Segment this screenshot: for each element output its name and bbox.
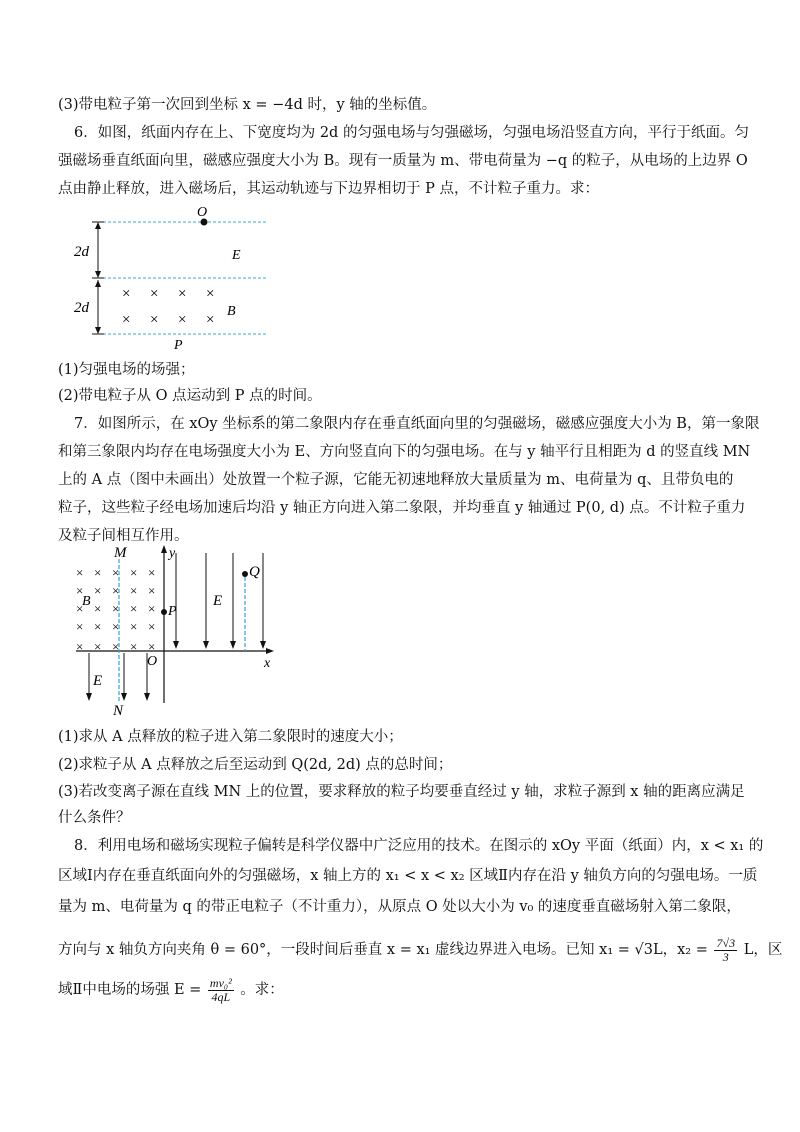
q7-label-x: x xyxy=(264,656,271,671)
q7-field-arrow-q3 xyxy=(121,693,127,701)
q6-field-crosses xyxy=(122,286,214,328)
q8-text-line4-end: L，区 xyxy=(743,942,783,958)
q7-text-line2: 和第三象限内均存在电场强度大小为 E、方向竖直向下的匀强电场。在与 y 轴平行且相距为 d 的竖直线 MN xyxy=(58,444,751,460)
q7-part2: (2)求粒子从 A 点释放之后至运动到 Q(2d, 2d) 点的总时间； xyxy=(58,757,453,773)
q7-part1: (1)求从 A 点释放的粒子进入第二象限时的速度大小； xyxy=(58,729,403,745)
q7-field-arrow-q3 xyxy=(86,693,92,701)
q6-width-label-1: 2d xyxy=(74,244,89,260)
q7-label-q: Q xyxy=(249,564,260,580)
q7-field-cross: × xyxy=(148,619,156,634)
q6-label-b: B xyxy=(227,304,236,319)
q8-text-line3: 量为 m、电荷量为 q 的带正电粒子（不计重力），从原点 O 处以大小为 v₀ 的速度垂直磁场射入第二象限， xyxy=(58,899,741,915)
q7-label-m: M xyxy=(114,545,127,561)
q7-field-cross: × xyxy=(94,583,102,598)
q7-label-e-q1: E xyxy=(213,593,223,609)
q7-field-cross: × xyxy=(94,565,102,580)
q7-field-arrow-q1 xyxy=(173,641,179,649)
q6-text-line1: 6．如图，纸面内存在上、下宽度均为 2d 的匀强电场与匀强磁场，匀强电场沿竖直方向，平行于纸面。匀 xyxy=(74,125,749,141)
q8-fraction-x2-denominator: 3 xyxy=(722,949,729,964)
q7-field-cross: × xyxy=(112,639,120,654)
q8-fraction-e-denominator: 4qL xyxy=(211,989,231,1004)
q7-label-e-q3: E xyxy=(93,673,103,689)
q6-field-cross: × xyxy=(178,286,187,302)
q7-field-cross: × xyxy=(148,583,156,598)
q7-x-axis-arrow xyxy=(266,648,274,654)
q6-label-e: E xyxy=(232,248,241,263)
q7-field-cross: × xyxy=(76,619,84,634)
q6-text-line2: 强磁场垂直纸面向里，磁感应强度大小为 B。现有一质量为 m、带电荷量为 −q 的粒子，从电场的上边界 O xyxy=(58,153,748,169)
q7-field-cross: × xyxy=(148,565,156,580)
q7-field-cross: × xyxy=(130,565,138,580)
q8-fraction-x2 xyxy=(714,937,737,964)
q8-fraction-e-numerator: mv₀² xyxy=(209,975,232,990)
q7-field-arrow-q3 xyxy=(144,693,150,701)
q7-field-cross: × xyxy=(94,639,102,654)
q8-text-line1: 8．利用电场和磁场实现粒子偏转是科学仪器中广泛应用的技术。在图示的 xOy 平面（纸面）内，x < x₁ 的 xyxy=(74,838,764,854)
q7-text-line3: 上的 A 点（图中未画出）处放置一个粒子源，它能无初速地释放大量质量为 m、电荷量为 q、且带负电的 xyxy=(58,472,734,488)
q7-field-cross: × xyxy=(130,639,138,654)
q7-field-cross: × xyxy=(76,583,84,598)
q6-field-cross: × xyxy=(206,286,215,302)
q7-figure xyxy=(70,543,285,721)
q6-label-o: O xyxy=(197,205,208,220)
q8-text-line5 xyxy=(58,975,758,1005)
q6-label-p: P xyxy=(174,338,183,353)
q7-field-cross: × xyxy=(130,619,138,634)
q6-field-cross: × xyxy=(178,312,187,328)
q6-field-cross: × xyxy=(122,312,131,328)
q5-part3: (3)带电粒子第一次回到坐标 x = −4d 时，y 轴的坐标值。 xyxy=(58,97,437,113)
q7-field-cross: × xyxy=(112,583,120,598)
q7-field-crosses xyxy=(76,565,155,654)
q7-field-cross: × xyxy=(94,601,102,616)
q8-fraction-e xyxy=(208,977,234,1004)
q7-label-n: N xyxy=(113,703,124,719)
q7-point-p xyxy=(161,609,167,615)
q7-part3-line2: 什么条件？ xyxy=(58,810,131,826)
q7-field-cross: × xyxy=(130,583,138,598)
q7-label-b: B xyxy=(82,594,91,609)
q6-text-line3: 点由静止释放，进入磁场后，其运动轨迹与下边界相切于 P 点，不计粒子重力。求： xyxy=(58,181,599,197)
q6-arrowhead xyxy=(95,271,101,278)
q7-field-cross: × xyxy=(112,565,120,580)
q7-point-q xyxy=(242,571,248,577)
q7-field-arrow-q1 xyxy=(230,641,236,649)
q7-text-line1: 7．如图所示，在 xOy 坐标系的第二象限内存在垂直纸面向里的匀强磁场，磁感应强度大小为 B，第一象限 xyxy=(74,416,760,432)
q7-field-cross: × xyxy=(76,639,84,654)
q7-text-line4: 粒子，这些粒子经电场加速后均沿 y 轴正方向进入第二象限，并均垂直 y 轴通过 P(0, d) 点。不计粒子重力 xyxy=(58,500,746,516)
q7-field-cross: × xyxy=(76,565,84,580)
q6-width-label-2: 2d xyxy=(74,300,89,316)
q6-part1: (1)匀强电场的场强； xyxy=(58,362,195,378)
q6-arrowhead xyxy=(95,222,101,229)
q7-field-cross: × xyxy=(130,601,138,616)
q7-y-axis-arrow xyxy=(161,545,167,553)
q7-field-cross: × xyxy=(112,601,120,616)
q8-text-line4-start: 方向与 x 轴负方向夹角 θ = 60°，一段时间后垂直 x = x₁ 虚线边界进入电场。已知 x₁ = √3L，x₂ = xyxy=(58,942,708,958)
q6-field-cross: × xyxy=(150,286,159,302)
q6-arrowhead xyxy=(95,327,101,334)
q6-part2: (2)带电粒子从 O 点运动到 P 点的时间。 xyxy=(58,388,322,404)
q6-arrowhead xyxy=(95,280,101,287)
q6-field-cross: × xyxy=(150,312,159,328)
q7-field-cross: × xyxy=(112,619,120,634)
q6-field-cross: × xyxy=(122,286,131,302)
q8-text-line2: 区域Ⅰ内存在垂直纸面向外的匀强磁场，x 轴上方的 x₁ < x < x₂ 区域Ⅱ内存在沿 y 轴负方向的匀强电场。一质 xyxy=(58,868,758,884)
q7-label-p: P xyxy=(168,604,177,619)
q8-text-line5-end: 。求： xyxy=(240,982,284,998)
q7-text-line5: 及粒子间相互作用。 xyxy=(58,528,189,544)
q7-field-arrow-q1 xyxy=(203,641,209,649)
q7-field-cross: × xyxy=(148,601,156,616)
q7-field-cross: × xyxy=(94,619,102,634)
q8-fraction-x2-numerator: 7√3 xyxy=(716,935,736,950)
q7-field-arrow-q1 xyxy=(260,641,266,649)
q7-field-cross: × xyxy=(76,601,84,616)
q7-part3-line1: (3)若改变离子源在直线 MN 上的位置，要求释放的粒子均要垂直经过 y 轴，求粒子源到 x 轴的距离应满足 xyxy=(58,784,745,800)
q8-text-line5-start: 域Ⅱ中电场的场强 E = xyxy=(58,982,202,998)
q6-field-cross: × xyxy=(206,312,215,328)
q7-label-y: y xyxy=(169,546,176,561)
q7-label-o: O xyxy=(147,654,158,669)
q6-figure xyxy=(70,203,280,353)
q8-text-line4 xyxy=(58,935,783,965)
q7-field-cross: × xyxy=(148,639,156,654)
